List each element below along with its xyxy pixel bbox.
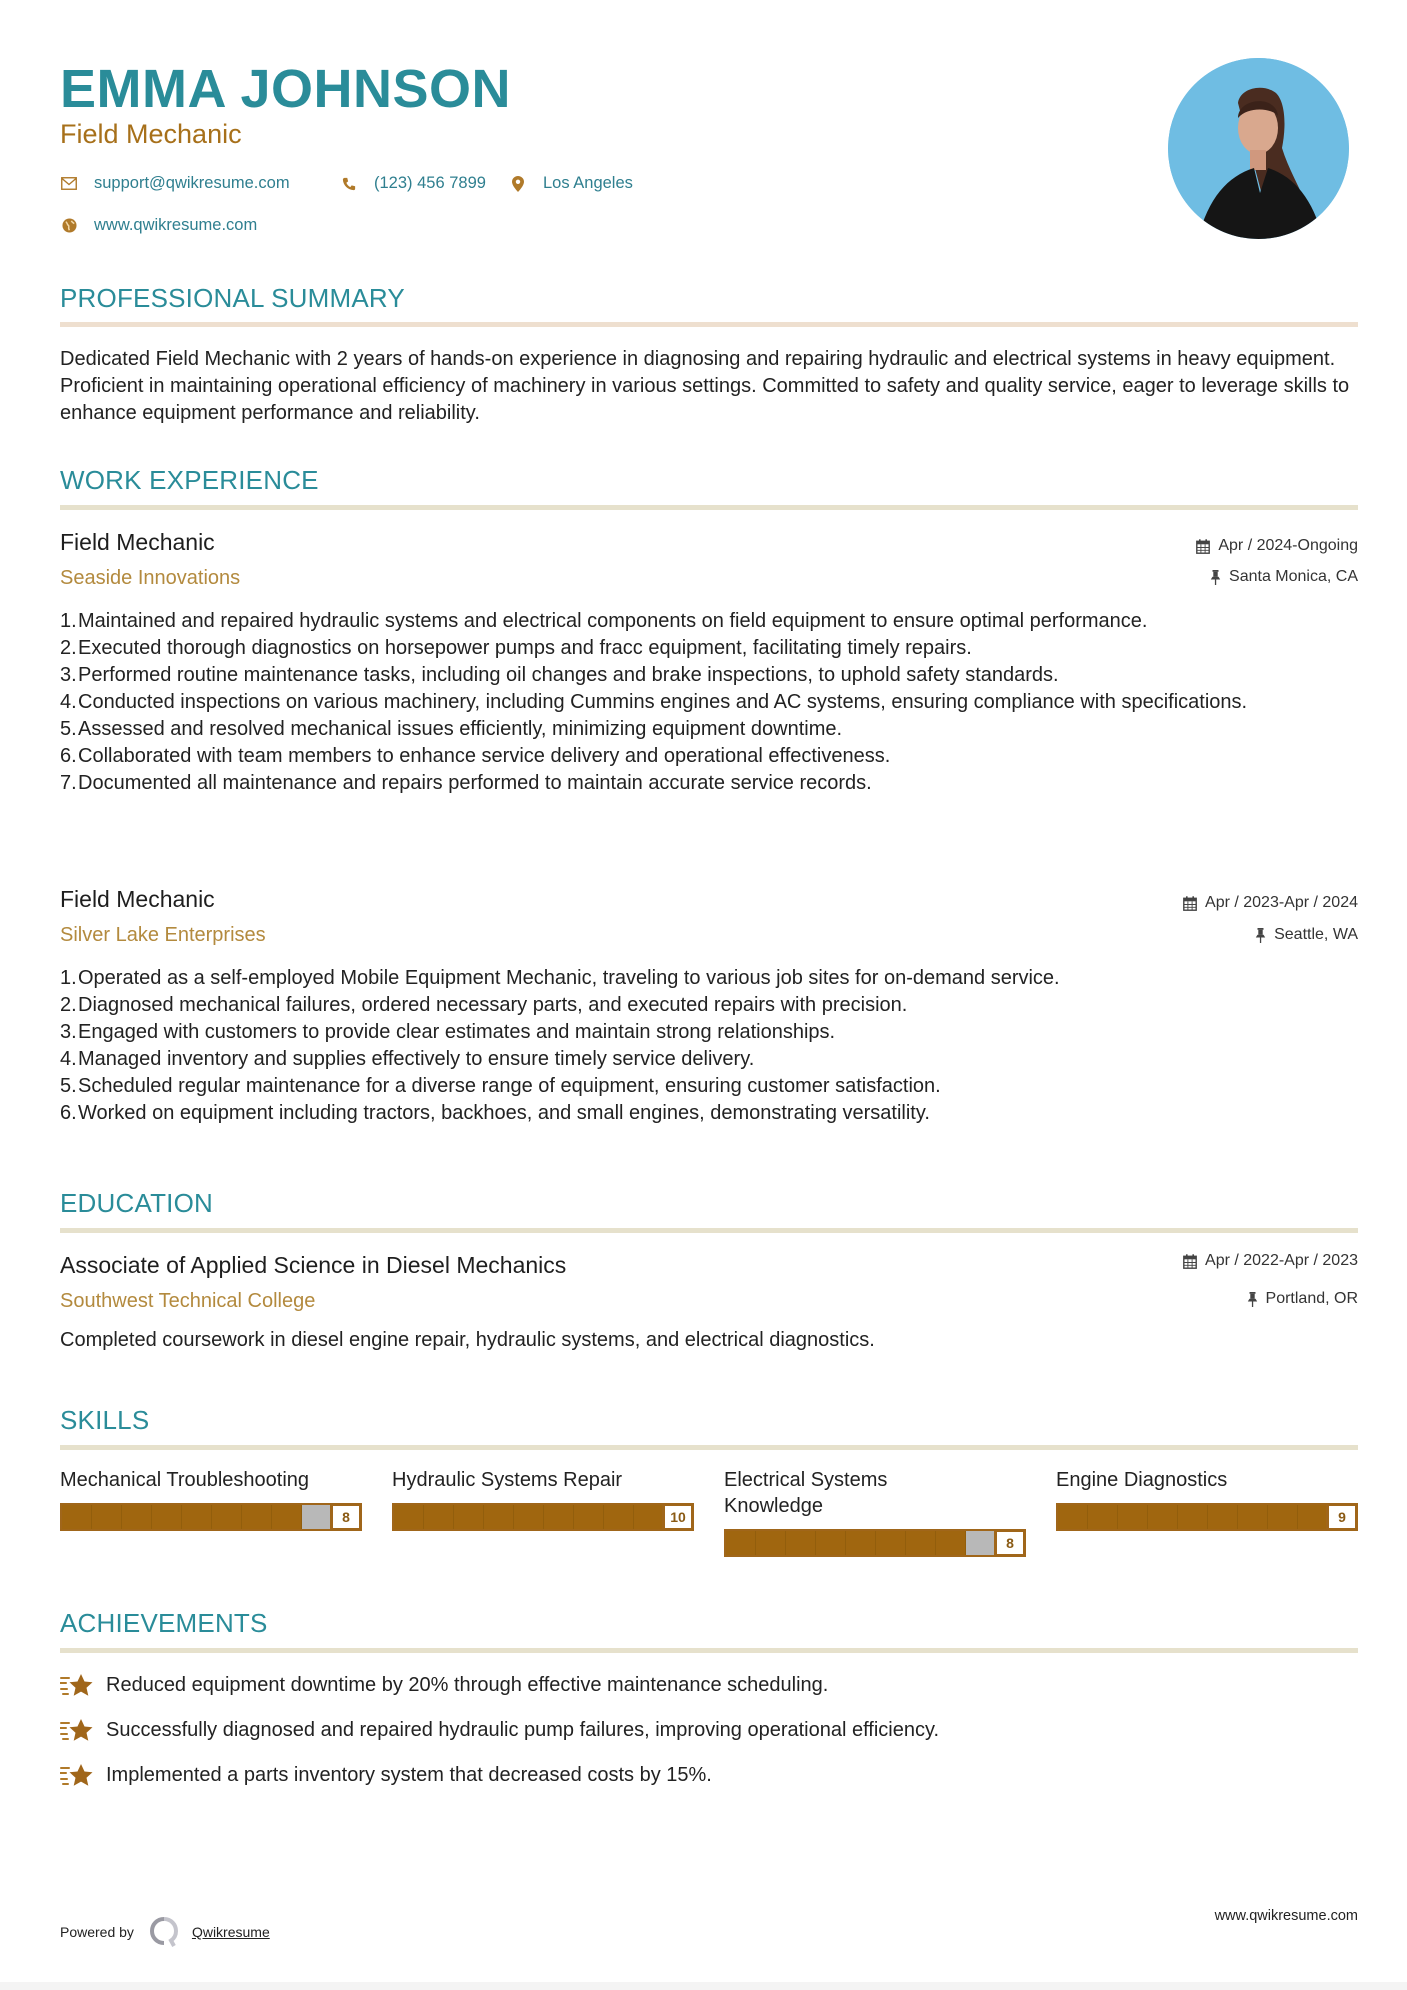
job-company: Silver Lake Enterprises [60, 924, 266, 946]
job-bullet: 2. Diagnosed mechanical failures, ordered necessary parts, and executed repairs with precision. [60, 994, 908, 1016]
job-bullet: 4. Conducted inspections on various machinery, including Cummins engines and AC systems, ensuring compliance with specifications. [60, 691, 1248, 713]
phone-text[interactable]: (123) 456 7899 [374, 174, 486, 192]
section-divider [60, 1445, 1358, 1450]
achievement-item [60, 1672, 828, 1698]
job-title: Field Mechanic [60, 529, 215, 555]
achievement-text: Implemented a parts inventory system that decreased costs by 15%. [106, 1763, 712, 1786]
job-location-text: Seattle, WA [1274, 926, 1358, 943]
skill-item [392, 1467, 694, 1531]
map-pin-icon [509, 175, 527, 193]
job-bullet: 2. Executed thorough diagnostics on horsepower pumps and fracc equipment, facilitating timely repairs. [60, 637, 972, 659]
section-heading-experience: WORK EXPERIENCE [60, 465, 319, 495]
job-bullets [60, 608, 1360, 797]
job-location-text: Santa Monica, CA [1229, 568, 1358, 585]
footer-website[interactable]: www.qwikresume.com [1214, 1908, 1358, 1924]
achievement-text: Reduced equipment downtime by 20% through effective maintenance scheduling. [106, 1673, 829, 1696]
job-dates-text: Apr / 2023-Apr / 2024 [1205, 894, 1358, 911]
job-title: Field Mechanic [60, 886, 215, 912]
skill-item [1056, 1467, 1358, 1531]
job-dates [1196, 537, 1358, 555]
skill-value: 8 [994, 1529, 1026, 1557]
job-bullets [60, 965, 1360, 1127]
job-bullet: 6. Worked on equipment including tractors, backhoes, and small engines, demonstrating versatility. [60, 1102, 930, 1124]
candidate-title: Field Mechanic [60, 119, 242, 149]
calendar-icon [1196, 539, 1210, 554]
globe-icon [60, 217, 78, 235]
qwikresume-logo-icon [150, 1917, 178, 1947]
job-bullet: 5. Assessed and resolved mechanical issues efficiently, minimizing equipment downtime. [60, 718, 843, 740]
calendar-icon [1183, 896, 1197, 911]
section-heading-summary: PROFESSIONAL SUMMARY [60, 283, 405, 313]
skill-meter [1056, 1503, 1358, 1531]
skill-label: Hydraulic Systems Repair [392, 1469, 623, 1491]
skill-meter [392, 1503, 694, 1531]
powered-by-label: Powered by [60, 1924, 134, 1940]
section-divider [60, 322, 1358, 327]
job-bullet: 4. Managed inventory and supplies effectively to ensure timely service delivery. [60, 1048, 755, 1070]
skill-meter [724, 1529, 1026, 1557]
phone-icon [340, 175, 358, 193]
avatar [1168, 58, 1349, 239]
contact-email[interactable] [60, 174, 290, 193]
skill-item [60, 1467, 362, 1531]
job-location [1255, 926, 1358, 944]
job-dates-text: Apr / 2024-Ongoing [1218, 537, 1358, 554]
job-bullet: 3. Engaged with customers to provide clear estimates and maintain strong relationships. [60, 1021, 836, 1043]
section-heading-achievements: ACHIEVEMENTS [60, 1608, 268, 1638]
star-award-icon [60, 1762, 94, 1788]
achievement-item [60, 1717, 939, 1743]
section-divider [60, 1228, 1358, 1233]
footer-powered-by [60, 1917, 270, 1947]
education-dates-text: Apr / 2022-Apr / 2023 [1205, 1252, 1358, 1269]
calendar-icon [1183, 1254, 1197, 1269]
school-name: Southwest Technical College [60, 1290, 316, 1312]
skill-label: Electrical Systems Knowledge [724, 1469, 888, 1517]
skill-label: Engine Diagnostics [1056, 1469, 1228, 1491]
pushpin-icon [1247, 1292, 1258, 1307]
contact-website[interactable] [60, 216, 257, 235]
star-award-icon [60, 1672, 94, 1698]
job-bullet: 7. Documented all maintenance and repairs performed to maintain accurate service records. [60, 772, 872, 794]
profile-photo-icon [1168, 58, 1349, 239]
job-bullet: 1. Operated as a self-employed Mobile Equipment Mechanic, traveling to various job sites for on-demand service. [60, 967, 1060, 989]
job-bullet: 6. Collaborated with team members to enhance service delivery and operational effectiveness. [60, 745, 891, 767]
section-divider [60, 505, 1358, 510]
skill-meter [60, 1503, 362, 1531]
skill-value: 9 [1326, 1503, 1358, 1531]
degree-title: Associate of Applied Science in Diesel Mechanics [60, 1252, 567, 1278]
job-company: Seaside Innovations [60, 567, 241, 589]
website-text[interactable]: www.qwikresume.com [94, 216, 258, 234]
contact-location [509, 174, 633, 193]
pushpin-icon [1255, 928, 1266, 943]
email-text[interactable]: support@qwikresume.com [94, 174, 290, 192]
skill-value: 8 [330, 1503, 362, 1531]
education-dates [1183, 1252, 1358, 1270]
job-bullet: 3. Performed routine maintenance tasks, including oil changes and brake inspections, to uphold safety standards. [60, 664, 1059, 686]
section-heading-skills: SKILLS [60, 1405, 150, 1435]
qwikresume-link[interactable]: Qwikresume [191, 1924, 270, 1940]
education-description: Completed coursework in diesel engine repair, hydraulic systems, and electrical diagnostics. [60, 1329, 875, 1351]
summary-text: Dedicated Field Mechanic with 2 years of hands-on experience in diagnosing and repairing hydraulic and electrical systems in heavy equipment. Proficient in maintaining operational efficiency of machinery in various settings. Committed to safety and quality service, eager to leverage skills to enhance equipment performance and reliability. [60, 348, 1350, 424]
pushpin-icon [1210, 570, 1221, 585]
contact-phone[interactable] [340, 174, 486, 193]
skill-label: Mechanical Troubleshooting [60, 1469, 310, 1491]
job-bullet: 1. Maintained and repaired hydraulic systems and electrical components on field equipment to ensure optimal performance. [60, 610, 1148, 632]
envelope-icon [60, 175, 78, 193]
star-award-icon [60, 1717, 94, 1743]
job-bullet: 5. Scheduled regular maintenance for a diverse range of equipment, ensuring customer satisfaction. [60, 1075, 941, 1097]
skill-item [724, 1467, 1026, 1557]
job-location [1210, 568, 1358, 586]
education-location-text: Portland, OR [1265, 1290, 1358, 1307]
page-bottom-edge [0, 1982, 1407, 1990]
candidate-name: EMMA JOHNSON [60, 59, 512, 119]
skill-value: 10 [662, 1503, 694, 1531]
achievement-item [60, 1762, 712, 1788]
location-text: Los Angeles [543, 174, 633, 192]
achievement-text: Successfully diagnosed and repaired hydraulic pump failures, improving operational efficiency. [106, 1718, 940, 1741]
education-location [1247, 1290, 1358, 1308]
section-divider [60, 1648, 1358, 1653]
section-heading-education: EDUCATION [60, 1188, 213, 1218]
job-dates [1183, 894, 1358, 912]
